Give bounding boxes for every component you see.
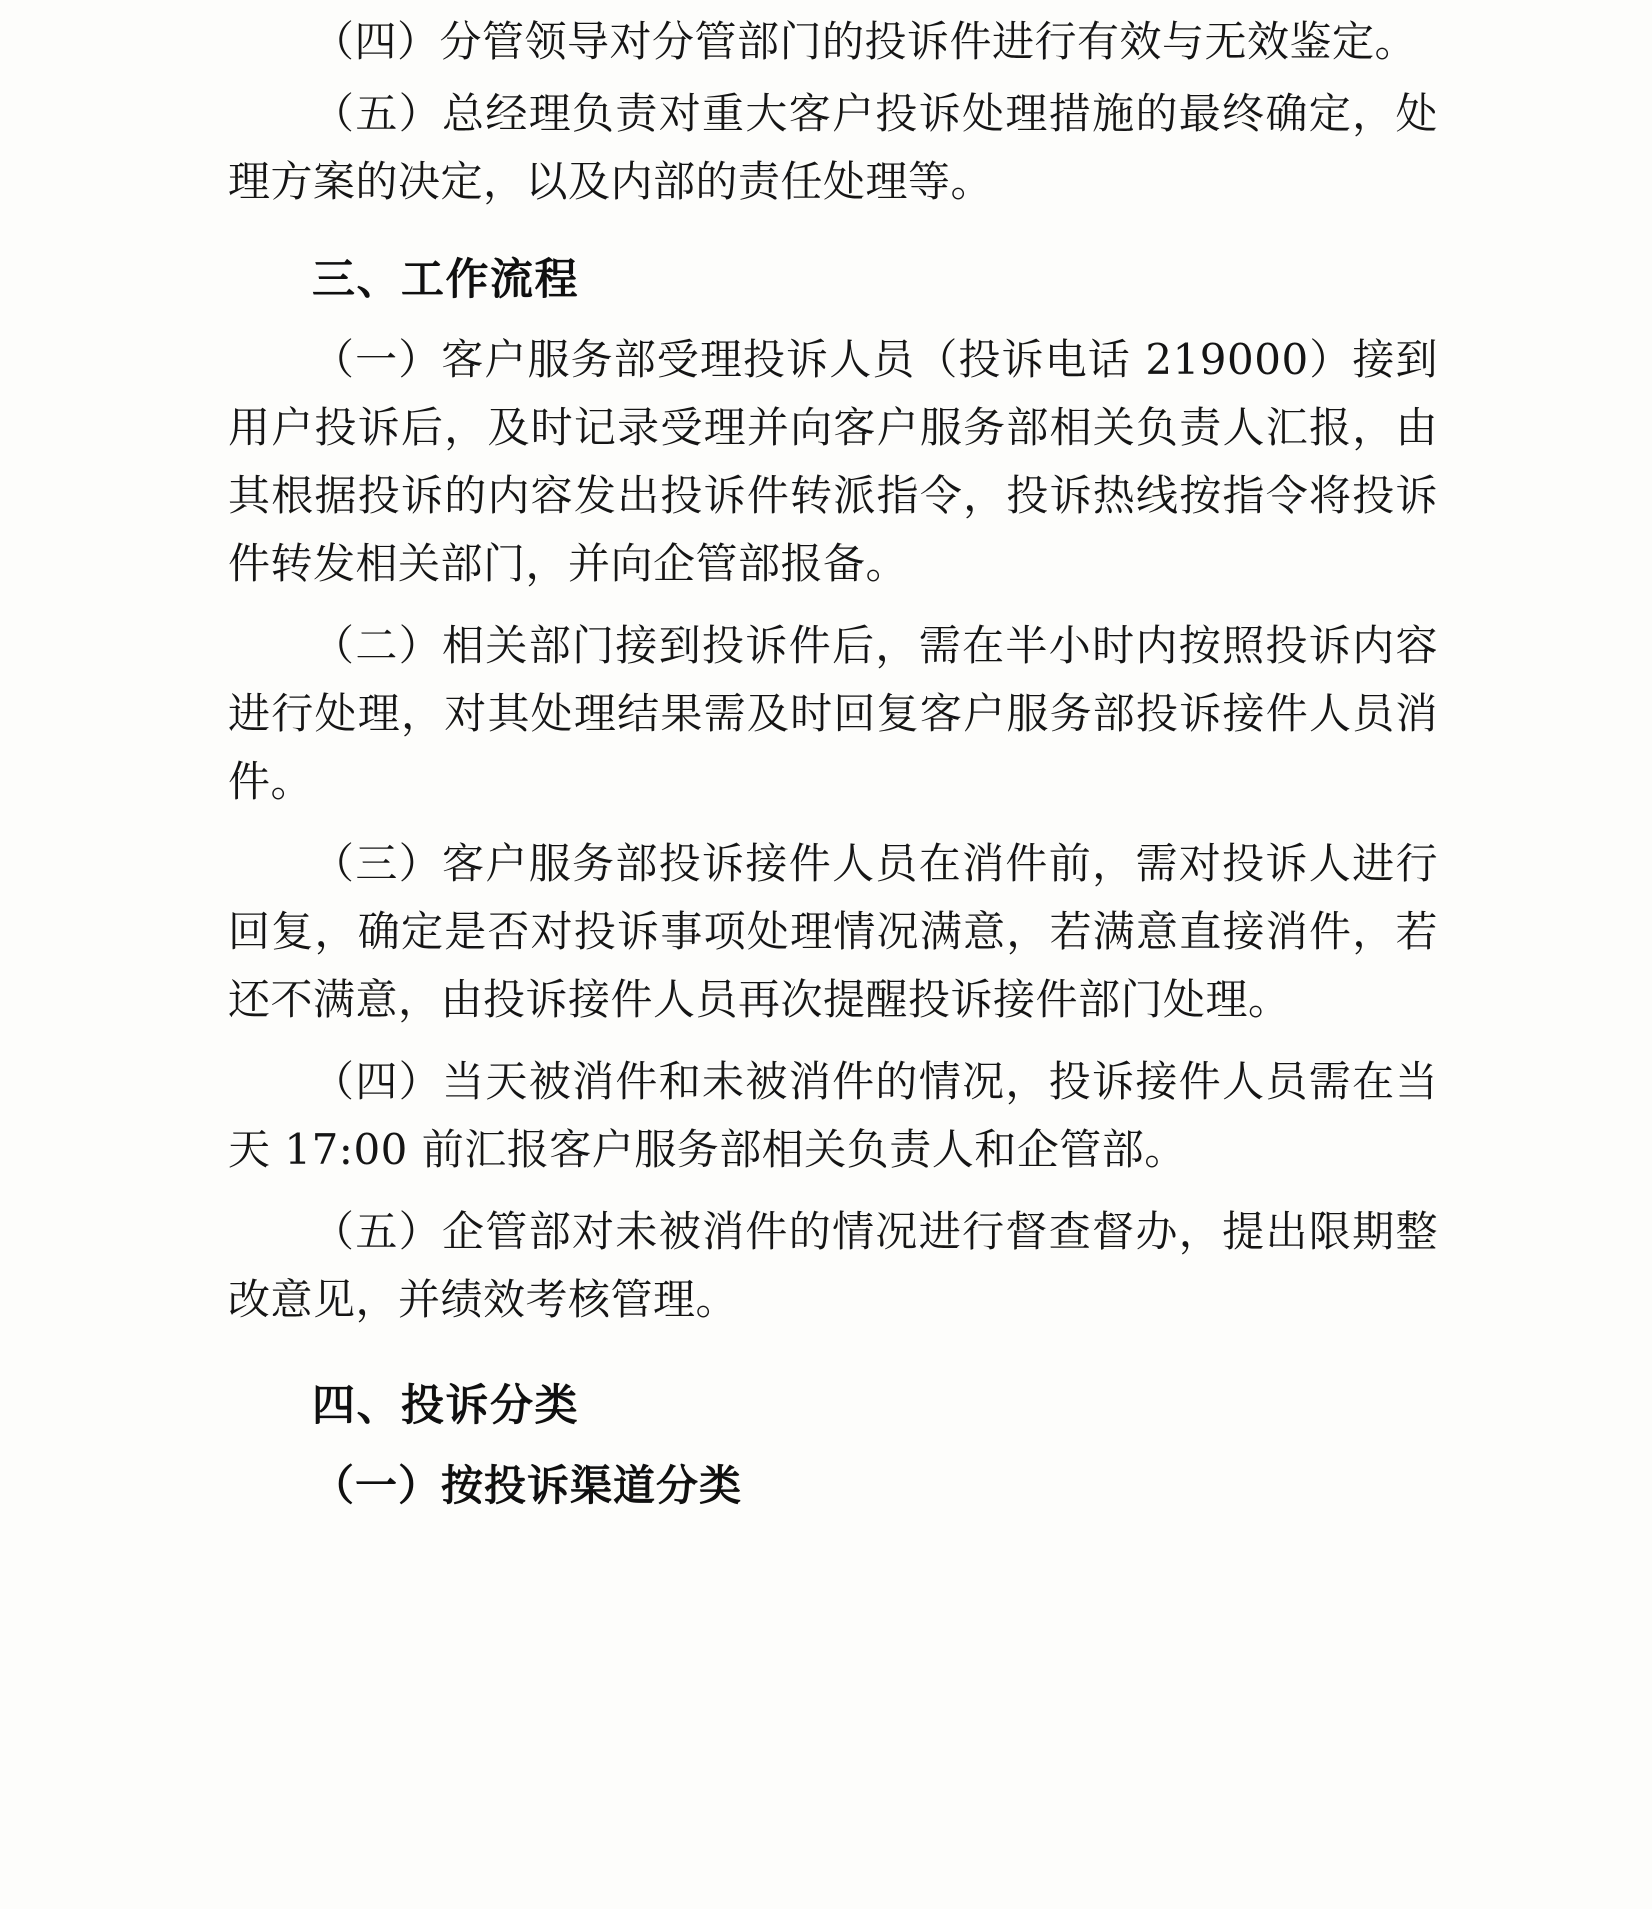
paragraph-workflow-item-two: （二）相关部门接到投诉件后，需在半小时内按照投诉内容进行处理，对其处理结果需及时回复客户服务部投诉接件人员消件。 xyxy=(228,620,1438,806)
paragraph-clause-four-division-leader: （四）分管领导对分管部门的投诉件进行有效与无效鉴定。 xyxy=(312,17,1418,66)
document-body xyxy=(228,8,1438,1520)
subheading-classification-item-one: （一）按投诉渠道分类 xyxy=(312,1460,743,1510)
spacer xyxy=(228,602,1438,612)
spacer xyxy=(228,220,1438,230)
spacer xyxy=(228,820,1438,830)
spacer xyxy=(228,1038,1438,1048)
spacer xyxy=(228,1188,1438,1198)
paragraph-workflow-item-three: （三）客户服务部投诉接件人员在消件前，需对投诉人进行回复，确定是否对投诉事项处理情况满意，若满意直接消件，若还不满意，由投诉接件人员再次提醒投诉接件部门处理。 xyxy=(228,838,1438,1025)
heading-section-four-complaint-classification: 四、投诉分类 xyxy=(312,1381,579,1432)
paragraph-workflow-item-one: （一）客户服务部受理投诉人员（投诉电话 219000）接到用户投诉后，及时记录受理并向客户服务部相关负责人汇报，由其根据投诉的内容发出投诉件转派指令，投诉热线按指令将投诉件转发相关部门，并向企管部报备。 xyxy=(228,334,1438,588)
heading-section-three-workflow: 三、工作流程 xyxy=(312,255,579,306)
paragraph-clause-five-general-manager: （五）总经理负责对重大客户投诉处理措施的最终确定，处理方案的决定，以及内部的责任处理等。 xyxy=(228,89,1438,207)
spacer xyxy=(228,1338,1438,1356)
paragraph-workflow-item-four: （四）当天被消件和未被消件的情况，投诉接件人员需在当天 17:00 前汇报客户服务部相关负责人和企管部。 xyxy=(228,1057,1438,1175)
paragraph-workflow-item-five: （五）企管部对未被消件的情况进行督查督办，提出限期整改意见，并绩效考核管理。 xyxy=(228,1207,1438,1325)
